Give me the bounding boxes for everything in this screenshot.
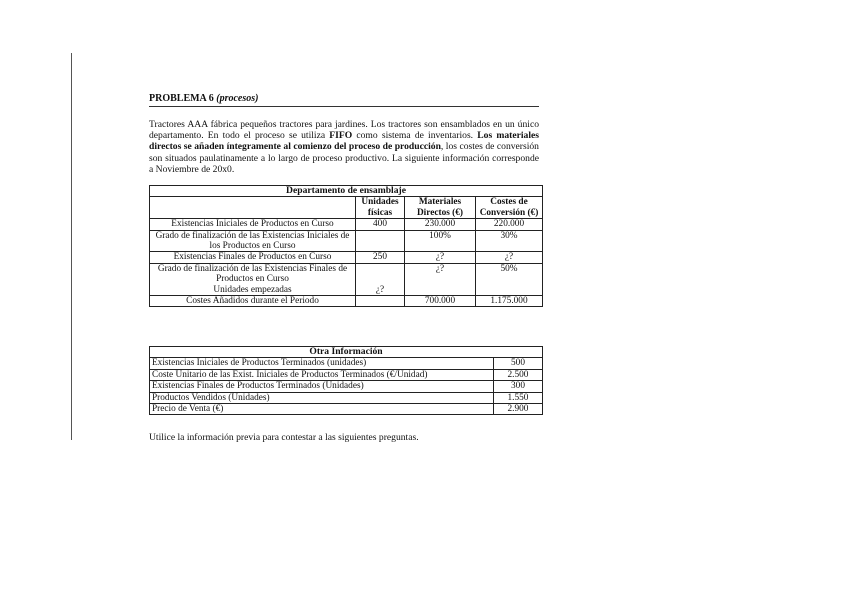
row-units: [356, 296, 405, 307]
row-conversion: 220.000: [476, 219, 543, 230]
statement-fifo: FIFO: [329, 130, 353, 142]
row-label-line2: Unidades empezadas: [213, 284, 292, 295]
row-label-line1: Grado de finalización de las Existencias Finales de Productos en Curso: [157, 263, 348, 285]
row-label: Costes Añadidos durante el Periodo: [150, 296, 356, 307]
table-row: [150, 369, 543, 380]
row-conversion: 30%: [476, 230, 543, 252]
table-row: [150, 252, 543, 263]
table-row: [150, 392, 543, 403]
table2-caption: Otra Información: [150, 347, 543, 358]
table-row: [150, 381, 543, 392]
row-label: Grado de finalización de las Existencias Iniciales de los Productos en Curso: [150, 230, 356, 252]
row-materials: 100%: [405, 230, 476, 252]
info-value: 300: [494, 381, 543, 392]
table-row: [150, 404, 543, 415]
statement-part-2: como sistema de inventarios.: [352, 130, 478, 142]
table1-header-conversion: Costes de Conversión (€): [476, 197, 543, 219]
info-label: Coste Unitario de las Exist. Iniciales de Productos Terminados (€/Unidad): [150, 369, 494, 380]
info-label: Productos Vendidos (Unidades): [150, 392, 494, 403]
title-bold: PROBLEMA 6: [149, 93, 214, 104]
closing-instruction: Utilice la información previa para contestar a las siguientes preguntas.: [149, 432, 419, 443]
row-units: 400: [356, 219, 405, 230]
row-conversion: 50%: [476, 263, 543, 295]
table1-caption: Departamento de ensamblaje: [150, 186, 543, 197]
page-margin-line: [71, 53, 72, 440]
statement-part-3: , los costes de conversión son situados paulatinamente a lo largo de proceso productivo. La siguiente información corresponde a Noviembre de 20x0.: [149, 141, 539, 175]
row-units: [356, 230, 405, 252]
statement-part-1: Tractores AAA fábrica pequeños tractores para jardines. Los tractores son ensamblados en un único departamento. En todo el proceso se utiliza: [149, 119, 539, 142]
row-units: ¿?: [356, 263, 405, 295]
problem-title: [149, 93, 539, 107]
table-row: [150, 263, 543, 295]
info-label: Existencias Finales de Productos Terminados (Unidades): [150, 381, 494, 392]
table-row: [150, 230, 543, 252]
info-label: Precio de Venta (€): [150, 404, 494, 415]
row-materials: ¿?: [405, 263, 476, 295]
problem-section: [149, 93, 539, 175]
row-conversion: ¿?: [476, 252, 543, 263]
row-label: Existencias Iniciales de Productos en Curso: [150, 219, 356, 230]
problem-statement: [149, 119, 539, 175]
row-materials: 230.000: [405, 219, 476, 230]
row-materials: 700.000: [405, 296, 476, 307]
info-value: 2.500: [494, 369, 543, 380]
table1-header-empty: [150, 197, 356, 219]
other-information-table: [149, 346, 543, 415]
info-value: 1.550: [494, 392, 543, 403]
row-units: 250: [356, 252, 405, 263]
info-value: 2.900: [494, 404, 543, 415]
assembly-department-table: [149, 185, 543, 307]
table-row: [150, 296, 543, 307]
row-conversion: 1.175.000: [476, 296, 543, 307]
row-materials: ¿?: [405, 252, 476, 263]
statement-bold: Los materiales directos se añaden íntegramente al comienzo del proceso de producción: [149, 130, 539, 153]
table-row: [150, 358, 543, 369]
info-label: Existencias Iniciales de Productos Terminados (unidades): [150, 358, 494, 369]
row-label: Existencias Finales de Productos en Curso: [150, 252, 356, 263]
row-label: [150, 263, 356, 295]
table-row: [150, 219, 543, 230]
table1-header-materials: Materiales Directos (€): [405, 197, 476, 219]
info-value: 500: [494, 358, 543, 369]
title-italic: (procesos): [216, 93, 259, 104]
table1-header-units: Unidades físicas: [356, 197, 405, 219]
